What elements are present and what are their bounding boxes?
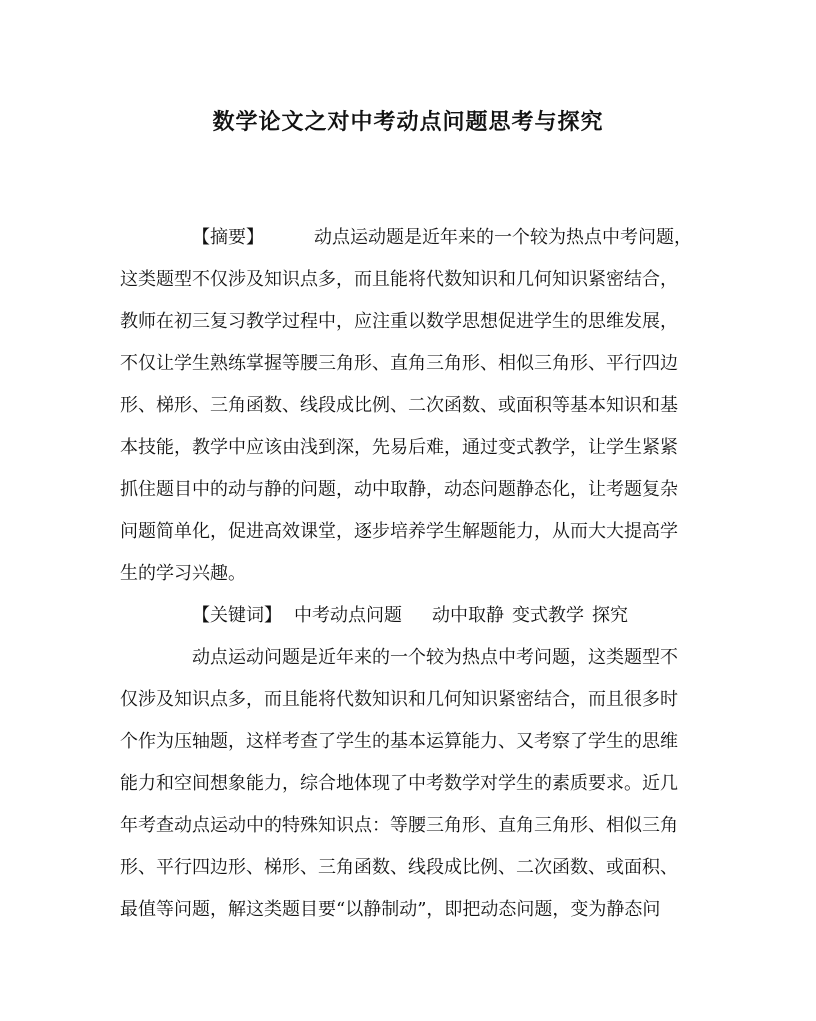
body-line: 个作为压轴题，这样考查了学生的基本运算能力、又考察了学生的思维 <box>120 731 678 752</box>
body-line: 最值等问题，解这类题目要“以静制动”，即把动态问题，变为静态问 <box>120 899 661 920</box>
abstract-label: 【摘要】 <box>192 227 264 248</box>
body-line: 动点运动问题是近年来的一个较为热点中考问题，这类题型不 <box>192 647 678 668</box>
abstract-line: 生的学习兴趣。 <box>120 563 246 584</box>
body-line: 能力和空间想象能力，综合地体现了中考数学对学生的素质要求。近几 <box>120 773 678 794</box>
keyword-item: 中考动点问题 <box>294 605 402 626</box>
keyword-item: 变式教学 <box>512 605 584 626</box>
keywords-line <box>192 600 628 632</box>
abstract-line: 问题简单化，促进高效课堂，逐步培养学生解题能力，从而大大提高学 <box>120 521 678 542</box>
abstract-text: 动点运动题是近年来的一个较为热点中考问题， <box>314 227 692 248</box>
document-title: 数学论文之对中考动点问题思考与探究 <box>212 109 604 135</box>
abstract-line: 教师在初三复习教学过程中，应注重以数学思想促进学生的思维发展， <box>120 311 678 332</box>
keyword-item: 探究 <box>592 605 628 626</box>
keyword-item: 动中取静 <box>432 605 504 626</box>
body-line: 形、平行四边形、梯形、三角函数、线段成比例、二次函数、或面积、 <box>120 857 678 878</box>
abstract-line: 这类题型不仅涉及知识点多，而且能将代数知识和几何知识紧密结合， <box>120 269 678 290</box>
abstract-first-line <box>192 222 692 254</box>
abstract-line: 本技能，教学中应该由浅到深，先易后难，通过变式教学，让学生紧紧 <box>120 437 678 458</box>
keywords-label: 【关键词】 <box>192 605 282 626</box>
abstract-line: 形、梯形、三角函数、线段成比例、二次函数、或面积等基本知识和基 <box>120 395 678 416</box>
abstract-line: 不仅让学生熟练掌握等腰三角形、直角三角形、相似三角形、平行四边 <box>120 353 678 374</box>
abstract-line: 抓住题目中的动与静的问题，动中取静，动态问题静态化，让考题复杂 <box>120 479 678 500</box>
body-line: 年考查动点运动中的特殊知识点：等腰三角形、直角三角形、相似三角 <box>120 815 678 836</box>
body-line: 仅涉及知识点多，而且能将代数知识和几何知识紧密结合，而且很多时 <box>120 689 678 710</box>
